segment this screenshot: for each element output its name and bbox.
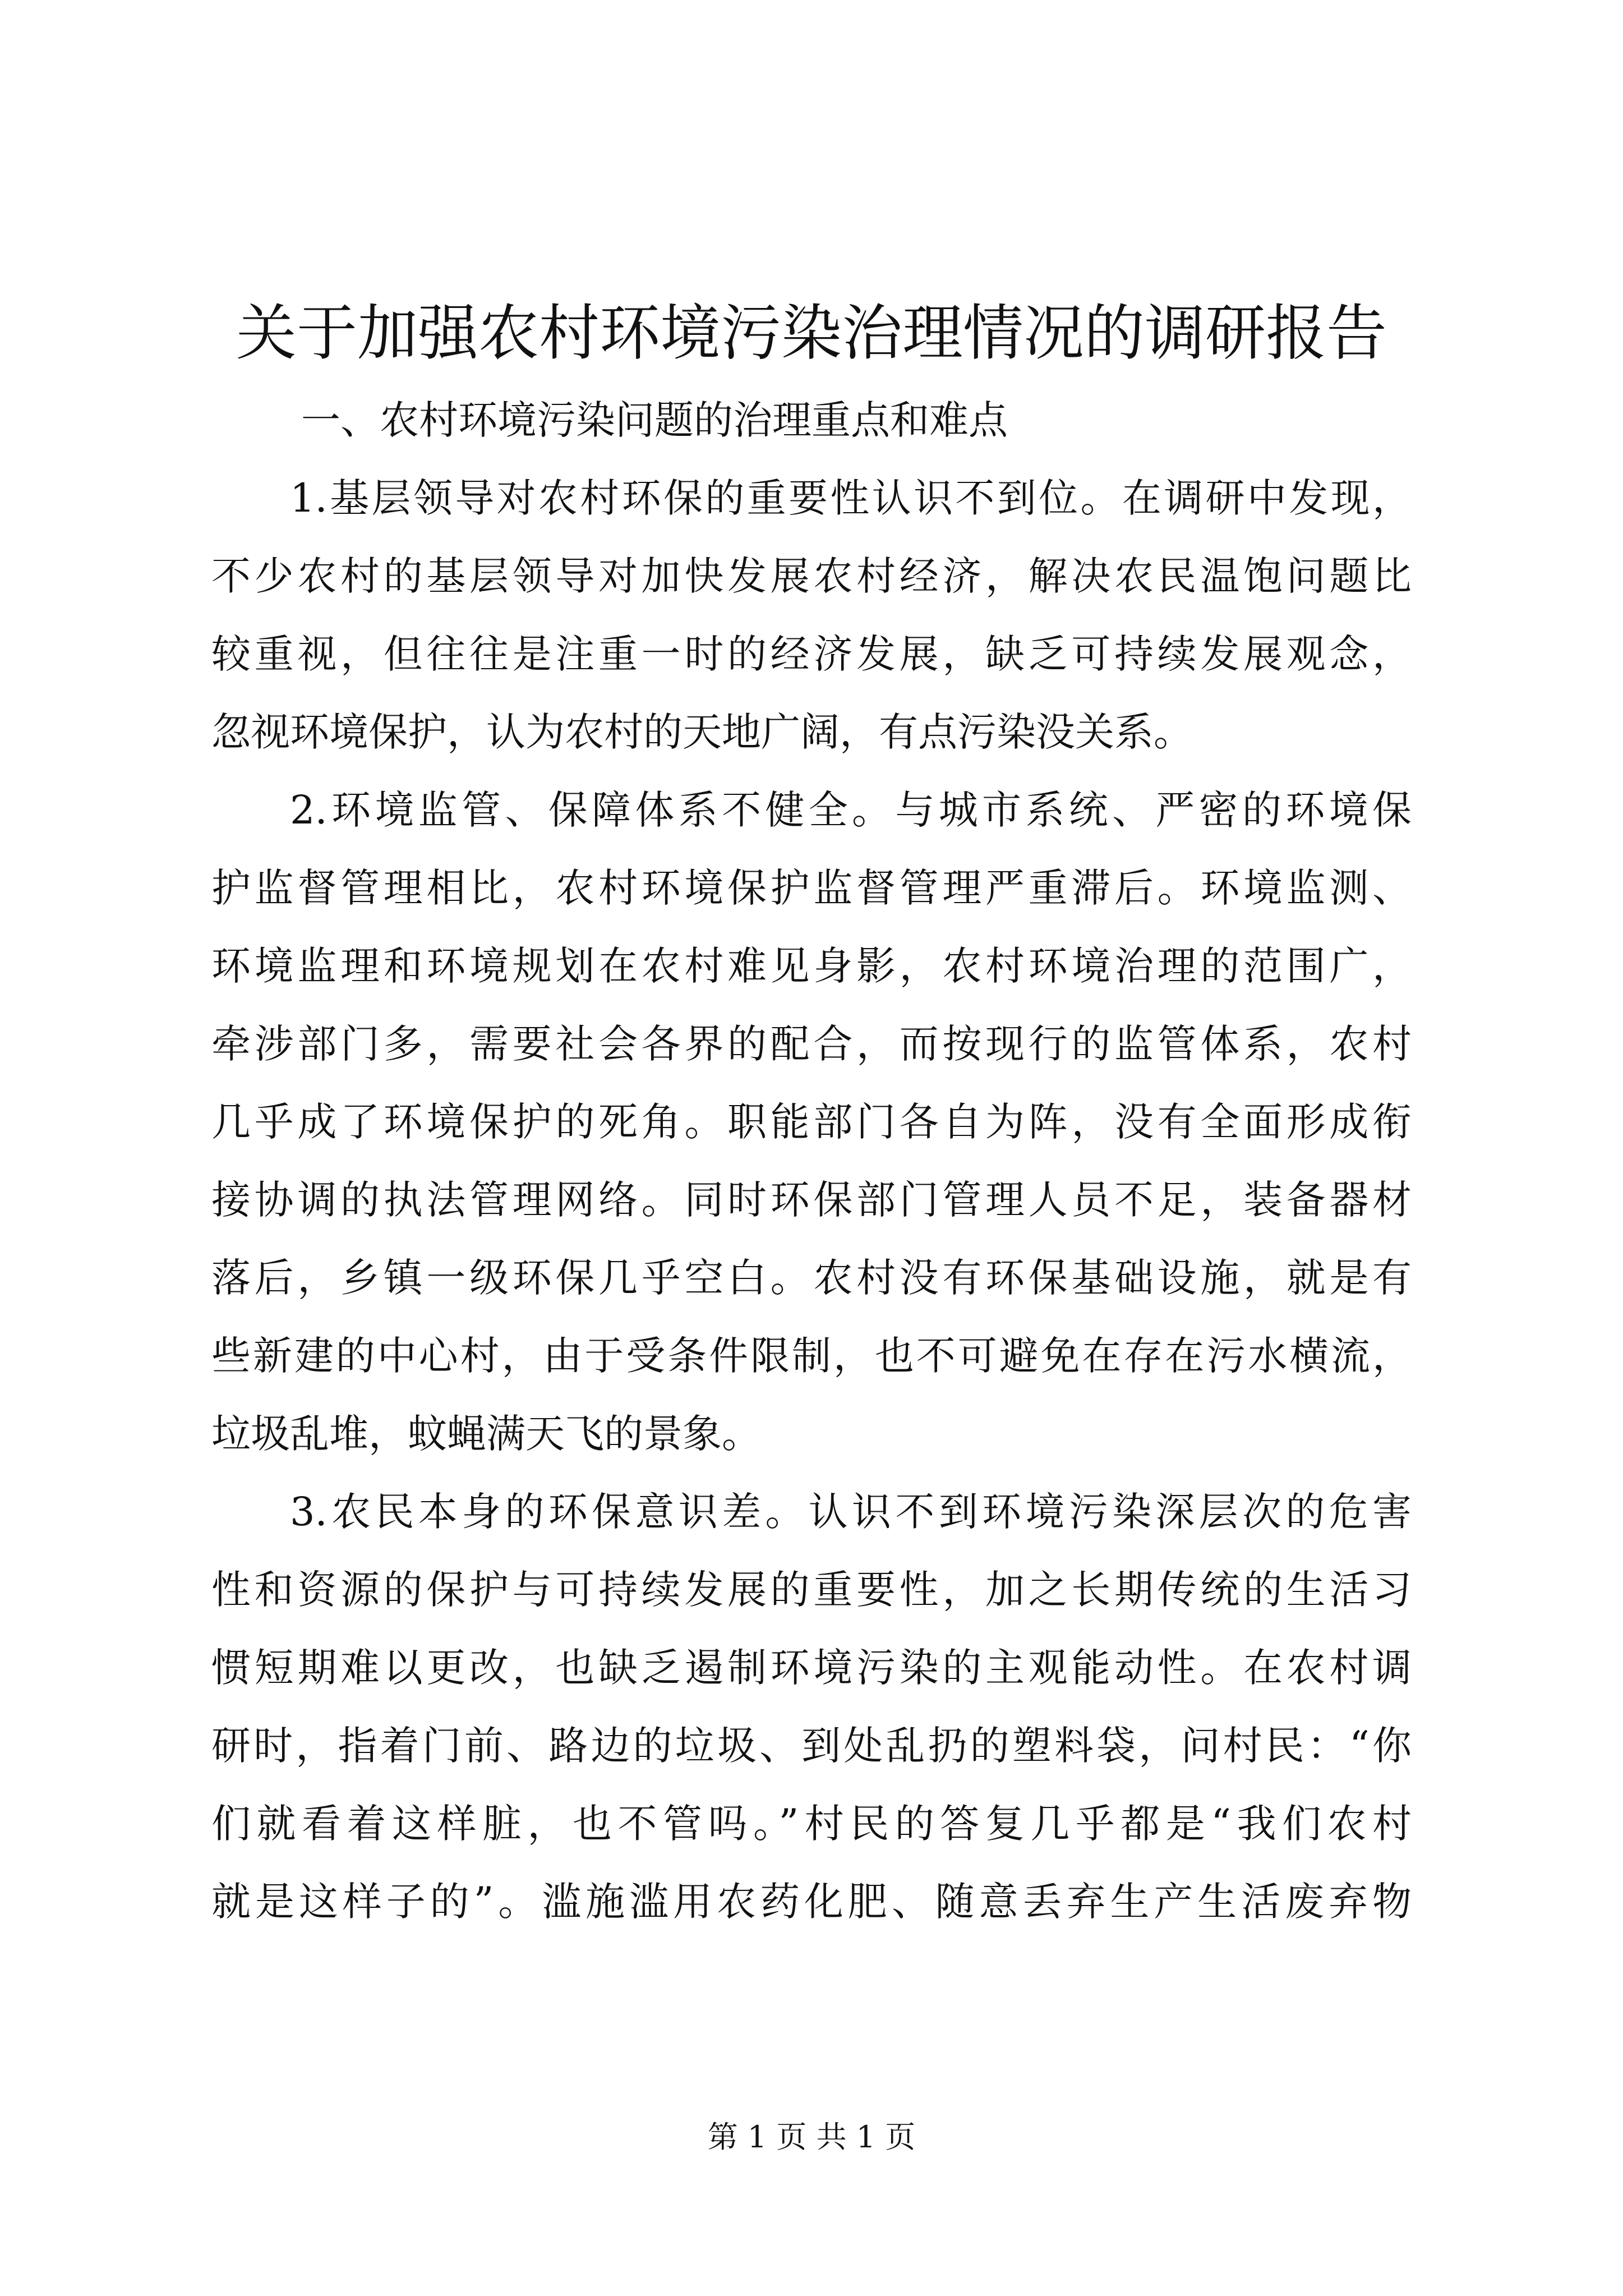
paragraph-line: 护监督管理相比，农村环境保护监督管理严重滞后。环境监测、 <box>211 865 1412 911</box>
paragraph-line: 牵涉部门多，需要社会各界的配合，而按现行的监管体系，农村 <box>211 1021 1412 1067</box>
paragraph-line: 不少农村的基层领导对加快发展农村经济，解决农民温饱问题比 <box>211 553 1412 599</box>
paragraph-line: 垃圾乱堆，蚊蝇满天飞的景象。 <box>211 1411 761 1457</box>
paragraph-line: 忽视环境保护，认为农村的天地广阔，有点污染没关系。 <box>211 709 1193 755</box>
paragraph-line: 3.农民本身的环保意识差。认识不到环境污染深层次的危害 <box>290 1489 1412 1535</box>
paragraph-line: 落后，乡镇一级环保几乎空白。农村没有环保基础设施，就是有 <box>211 1255 1412 1301</box>
document-body <box>211 381 1412 1941</box>
paragraph-2 <box>211 771 1412 1473</box>
paragraph-line: 1.基层领导对农村环保的重要性认识不到位。在调研中发现， <box>290 475 1412 521</box>
paragraph-line: 些新建的中心村，由于受条件限制，也不可避免在存在污水横流， <box>211 1333 1412 1379</box>
section-heading: 一、农村环境污染问题的治理重点和难点 <box>301 397 1008 443</box>
paragraph-line: 较重视，但往往是注重一时的经济发展，缺乏可持续发展观念， <box>211 631 1412 677</box>
paragraph-line: 接协调的执法管理网络。同时环保部门管理人员不足，装备器材 <box>211 1177 1412 1223</box>
paragraph-line: 2.环境监管、保障体系不健全。与城市系统、严密的环境保 <box>290 787 1412 833</box>
paragraph-line: 惯短期难以更改，也缺乏遏制环境污染的主观能动性。在农村调 <box>211 1645 1412 1691</box>
paragraph-1 <box>211 459 1412 771</box>
paragraph-line: 们就看着这样脏，也不管吗。”村民的答复几乎都是“我们农村 <box>211 1801 1412 1847</box>
page-footer: 第 1 页 共 1 页 <box>707 2119 916 2155</box>
document-title: 关于加强农村环境污染治理情况的调研报告 <box>236 298 1387 369</box>
paragraph-line: 性和资源的保护与可持续发展的重要性，加之长期传统的生活习 <box>211 1567 1412 1613</box>
paragraph-line: 研时，指着门前、路边的垃圾、到处乱扔的塑料袋，问村民：“你 <box>211 1723 1412 1769</box>
paragraph-line: 环境监理和环境规划在农村难见身影，农村环境治理的范围广， <box>211 943 1412 989</box>
paragraph-line: 就是这样子的”。滥施滥用农药化肥、随意丢弃生产生活废弃物 <box>211 1879 1412 1925</box>
paragraph-3 <box>211 1473 1412 1941</box>
paragraph-line: 几乎成了环境保护的死角。职能部门各自为阵，没有全面形成衔 <box>211 1099 1412 1145</box>
